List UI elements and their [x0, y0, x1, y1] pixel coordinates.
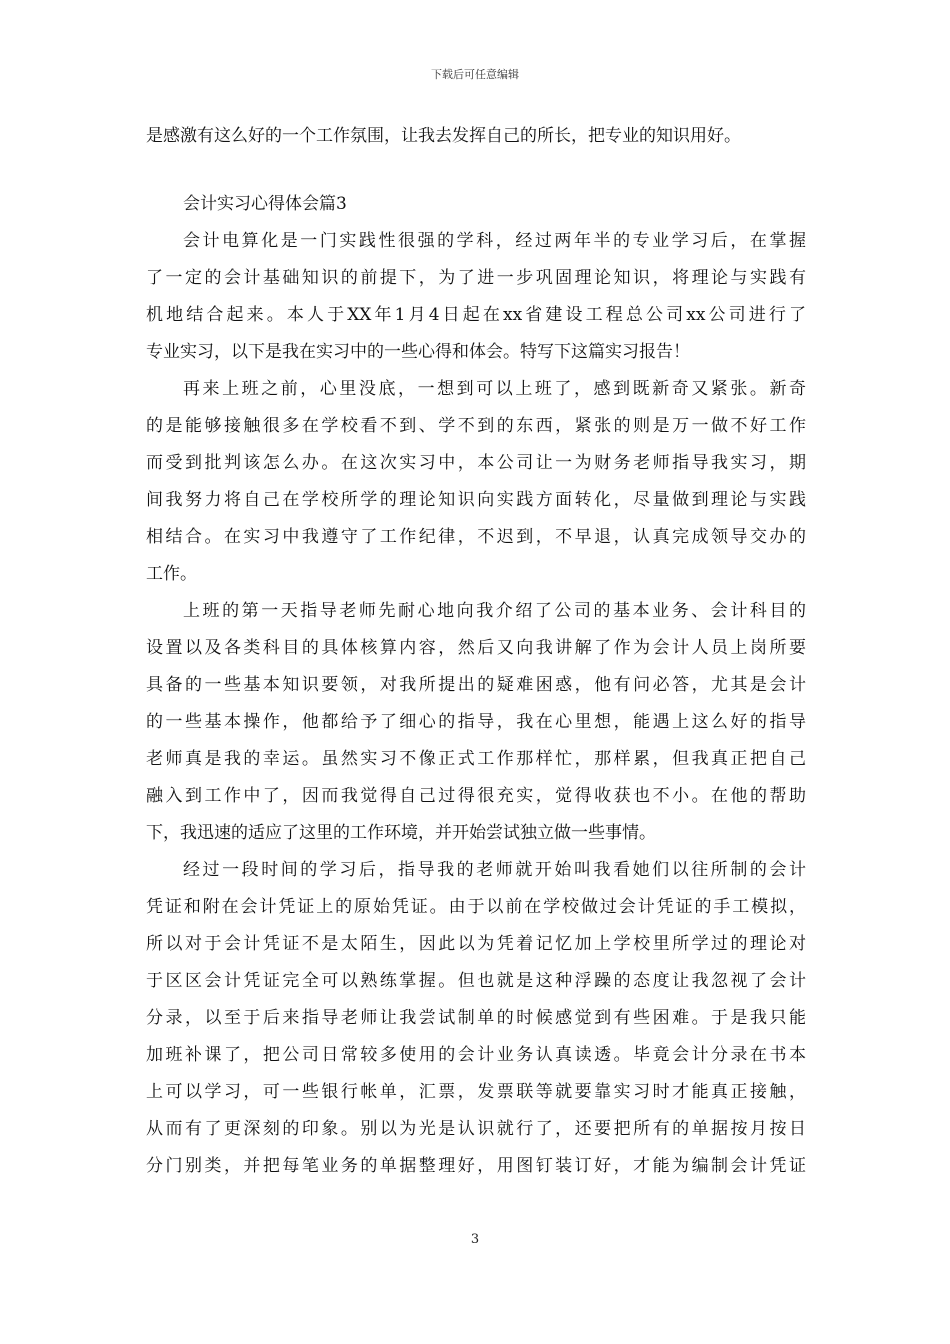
text-line: 老师真是我的幸运。虽然实习不像正式工作那样忙，那样累，但我真正把自己	[146, 749, 806, 769]
text-line: 的是能够接触很多在学校看不到、学不到的东西，紧张的则是万一做不好工作	[146, 416, 806, 436]
text-line: 上班的第一天指导老师先耐心地向我介绍了公司的基本业务、会计科目的	[183, 601, 806, 621]
text-line: 从而有了更深刻的印象。别以为光是认识就行了，还要把所有的单据按月按日	[146, 1119, 806, 1139]
paragraph-4	[146, 852, 806, 1185]
page-number: 3	[470, 1232, 480, 1247]
text-line: 而受到批判该怎么办。在这次实习中，本公司让一为财务老师指导我实习，期	[146, 453, 806, 473]
text-line: 经过一段时间的学习后，指导我的老师就开始叫我看她们以往所制的会计	[183, 860, 806, 880]
text-line: 会计电算化是一门实践性很强的学科，经过两年半的专业学习后，在掌握	[183, 231, 806, 251]
paragraph-spacer	[146, 155, 806, 186]
text-line: 是感激有这么好的一个工作氛围，让我去发挥自己的所长，把专业的知识用好。	[146, 126, 741, 146]
text-line: 凭证和附在会计凭证上的原始凭证。由于以前在学校做过会计凭证的手工模拟，	[146, 897, 806, 917]
paragraph-3	[146, 593, 806, 852]
text-line: 的一些基本操作，他都给予了细心的指导，我在心里想，能遇上这么好的指导	[146, 712, 806, 732]
document-body	[146, 118, 806, 1185]
text-line: 融入到工作中了，因而我觉得自己过得很充实，觉得收获也不小。在他的帮助	[146, 786, 806, 806]
text-line: 机地结合起来。本人于XX年1月4日起在xx省建设工程总公司xx公司进行了	[146, 305, 806, 325]
text-line: 相结合。在实习中我遵守了工作纪律，不迟到，不早退，认真完成领导交办的	[146, 527, 806, 547]
text-line: 于区区会计凭证完全可以熟练掌握。但也就是这种浮躁的态度让我忽视了会计	[146, 971, 806, 991]
text-line: 分录，以至于后来指导老师让我尝试制单的时候感觉到有些困难。于是我只能	[146, 1008, 806, 1028]
text-line: 间我努力将自己在学校所学的理论知识向实践方面转化，尽量做到理论与实践	[146, 490, 806, 510]
paragraph-1	[146, 223, 806, 371]
paragraph-2	[146, 371, 806, 593]
page-header: 下载后可任意编辑	[431, 68, 519, 81]
text-line: 具备的一些基本知识要领，对我所提出的疑难困惑，他有问必答，尤其是会计	[146, 675, 806, 695]
text-line: 下，我迅速的适应了这里的工作环境，并开始尝试独立做一些事情。	[146, 823, 656, 843]
text-line: 专业实习，以下是我在实习中的一些心得和体会。特写下这篇实习报告！	[146, 342, 690, 362]
section-title: 会计实习心得体会篇3	[183, 194, 347, 214]
text-line: 上可以学习，可一些银行帐单，汇票，发票联等就要靠实习时才能真正接触，	[146, 1082, 806, 1102]
text-line: 设置以及各类科目的具体核算内容，然后又向我讲解了作为会计人员上岗所要	[146, 638, 806, 658]
text-line: 分门别类，并把每笔业务的单据整理好，用图钉装订好，才能为编制会计凭证	[146, 1156, 806, 1176]
text-line: 再来上班之前，心里没底，一想到可以上班了，感到既新奇又紧张。新奇	[183, 379, 806, 399]
text-line: 所以对于会计凭证不是太陌生，因此以为凭着记忆加上学校里所学过的理论对	[146, 934, 806, 954]
text-line: 工作。	[146, 564, 197, 584]
text-line: 加班补课了，把公司日常较多使用的会计业务认真读透。毕竟会计分录在书本	[146, 1045, 806, 1065]
text-line: 了一定的会计基础知识的前提下，为了进一步巩固理论知识，将理论与实践有	[146, 268, 806, 288]
